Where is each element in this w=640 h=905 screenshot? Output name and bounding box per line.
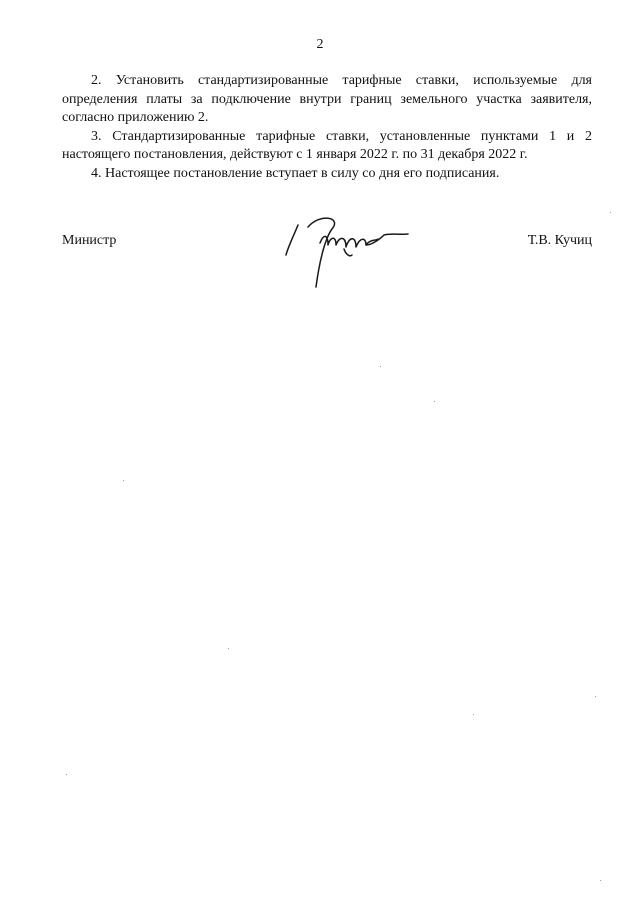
page-number: 2	[316, 37, 324, 52]
scan-speck	[434, 401, 435, 402]
scan-speck	[610, 212, 611, 213]
scan-speck	[600, 880, 601, 881]
handwritten-signature	[280, 209, 420, 299]
scan-speck	[380, 366, 381, 367]
scan-speck	[228, 648, 229, 649]
signer-position: Министр	[62, 233, 117, 248]
paragraph-3: 3. Стандартизированные тарифные ставки, установленные пунктами 1 и 2 настоящего постановления, действуют с 1 января 2022 г. по 31 декабря 2022 г.	[62, 128, 592, 162]
scan-speck	[123, 480, 124, 481]
document-body	[62, 72, 592, 183]
paragraph-4: 4. Настоящее постановление вступает в силу со дня его подписания.	[91, 165, 500, 181]
scan-speck	[473, 714, 474, 715]
scan-speck	[66, 774, 67, 775]
paragraph-2: 2. Установить стандартизированные тарифные ставки, используемые для определения платы за подключение внутри границ земельного участка заявителя, согласно приложению 2.	[62, 73, 592, 125]
signature-block	[62, 215, 592, 305]
scan-speck	[595, 696, 596, 697]
signer-name: Т.В. Кучиц	[527, 233, 592, 248]
